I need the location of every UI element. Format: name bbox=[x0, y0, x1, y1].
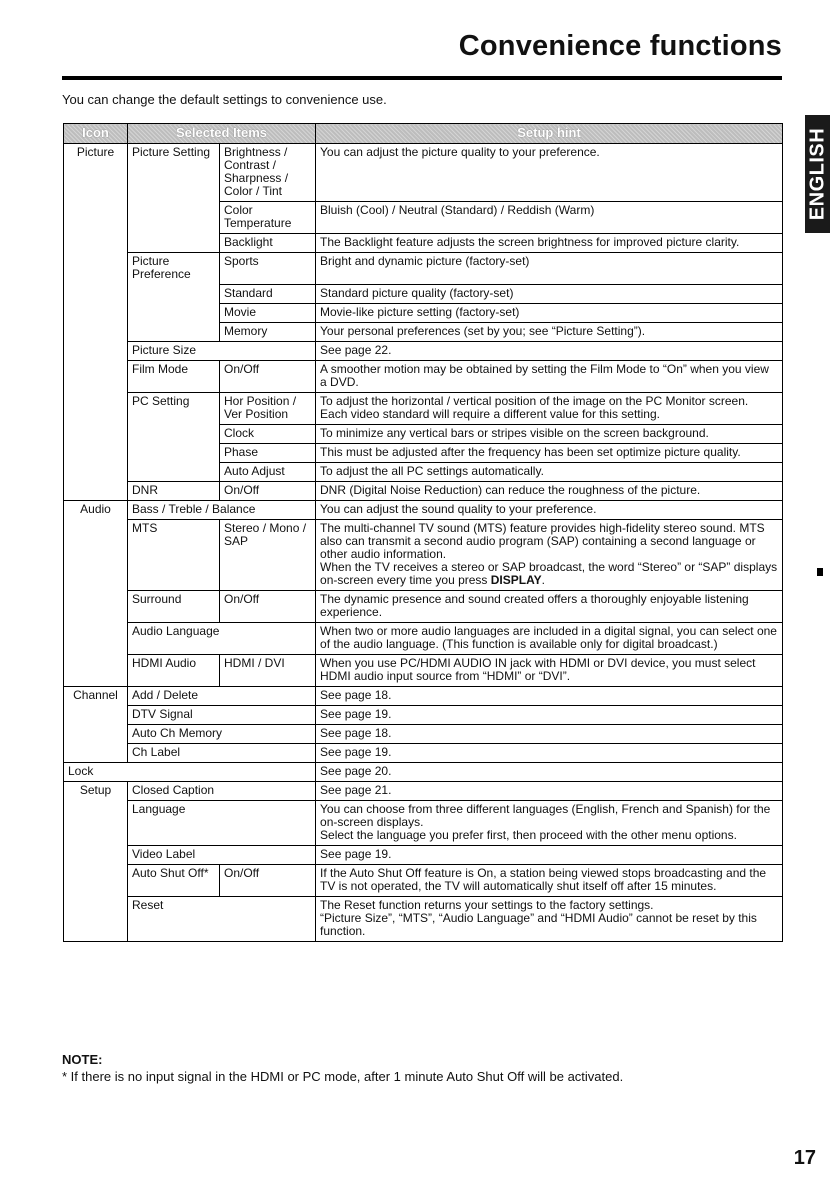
note-label: NOTE: bbox=[62, 1052, 103, 1067]
table-row bbox=[64, 781, 783, 800]
hint-cell: You can adjust the sound quality to your preference. bbox=[316, 500, 783, 519]
hint-cell: See page 19. bbox=[316, 845, 783, 864]
title-rule bbox=[62, 76, 782, 80]
hint-cell: The Backlight feature adjusts the screen brightness for improved picture clarity. bbox=[316, 234, 783, 253]
item-cell: Bass / Treble / Balance bbox=[128, 500, 316, 519]
sub-item-cell: On/Off bbox=[220, 590, 316, 622]
header-setup-hint: Setup hint bbox=[316, 124, 783, 144]
icon-cell-lock: Lock bbox=[64, 762, 316, 781]
hint-cell: See page 22. bbox=[316, 341, 783, 360]
note-text: * If there is no input signal in the HDMI or PC mode, after 1 minute Auto Shut Off will be activated. bbox=[62, 1069, 624, 1084]
language-side-tab bbox=[805, 115, 830, 233]
sub-item-cell: On/Off bbox=[220, 481, 316, 500]
hint-cell: When two or more audio languages are included in a digital signal, you can select one of the audio language. (This function is available only for digital broadcast.) bbox=[316, 622, 783, 654]
table-row bbox=[64, 462, 783, 481]
page-title: Convenience functions bbox=[458, 30, 782, 62]
table-row bbox=[64, 284, 783, 303]
item-cell: Auto Shut Off* bbox=[128, 864, 220, 896]
language-side-tab-label: ENGLISH bbox=[806, 127, 828, 221]
item-cell: Reset bbox=[128, 896, 316, 941]
item-cell: Ch Label bbox=[128, 743, 316, 762]
sub-item-cell: On/Off bbox=[220, 864, 316, 896]
table-row bbox=[64, 654, 783, 686]
sub-item-cell: Auto Adjust bbox=[220, 462, 316, 481]
table-row bbox=[64, 234, 783, 253]
hint-cell: See page 19. bbox=[316, 705, 783, 724]
item-cell: Picture Setting bbox=[128, 144, 220, 202]
sub-item-cell: Hor Position / Ver Position bbox=[220, 392, 316, 424]
hint-cell: See page 20. bbox=[316, 762, 783, 781]
item-cell: Picture Size bbox=[128, 341, 316, 360]
table-row bbox=[64, 762, 783, 781]
icon-cell-picture: Picture bbox=[64, 144, 128, 202]
sub-item-cell: On/Off bbox=[220, 360, 316, 392]
table-row bbox=[64, 724, 783, 743]
table-row bbox=[64, 896, 783, 941]
sub-item-cell: Standard bbox=[220, 284, 316, 303]
sub-item-cell: Movie bbox=[220, 303, 316, 322]
table-row bbox=[64, 443, 783, 462]
item-cell: DTV Signal bbox=[128, 705, 316, 724]
header-selected-items: Selected Items bbox=[128, 124, 316, 144]
hint-cell: Bluish (Cool) / Neutral (Standard) / Reddish (Warm) bbox=[316, 202, 783, 234]
hint-cell: A smoother motion may be obtained by setting the Film Mode to “On” when you view a DVD. bbox=[316, 360, 783, 392]
sub-item-cell: Brightness / Contrast / Sharpness / Color / Tint bbox=[220, 144, 316, 202]
hint-cell: To adjust the horizontal / vertical position of the image on the PC Monitor screen. Each video standard will require a different value for this setting. bbox=[316, 392, 783, 424]
item-cell: Auto Ch Memory bbox=[128, 724, 316, 743]
table-row bbox=[64, 341, 783, 360]
item-cell: Add / Delete bbox=[128, 686, 316, 705]
table-row bbox=[64, 800, 783, 845]
intro-text: You can change the default settings to convenience use. bbox=[62, 92, 387, 107]
hint-cell: Movie-like picture setting (factory-set) bbox=[316, 303, 783, 322]
table-row bbox=[64, 500, 783, 519]
sub-item-cell: Memory bbox=[220, 322, 316, 341]
table-row bbox=[64, 845, 783, 864]
hint-cell: DNR (Digital Noise Reduction) can reduce the roughness of the picture. bbox=[316, 481, 783, 500]
table-row bbox=[64, 392, 783, 424]
sub-item-cell: Sports bbox=[220, 253, 316, 285]
sub-item-cell: Clock bbox=[220, 424, 316, 443]
table-row bbox=[64, 360, 783, 392]
hint-cell: You can choose from three different languages (English, French and Spanish) for the on-screen displays. Select the language you prefer first, then proceed with the other menu options. bbox=[316, 800, 783, 845]
sub-item-cell: Phase bbox=[220, 443, 316, 462]
hint-cell: Standard picture quality (factory-set) bbox=[316, 284, 783, 303]
table-row bbox=[64, 424, 783, 443]
item-cell: Audio Language bbox=[128, 622, 316, 654]
table-row bbox=[64, 253, 783, 285]
hint-cell: See page 19. bbox=[316, 743, 783, 762]
hint-cell: To adjust the all PC settings automatically. bbox=[316, 462, 783, 481]
table-row bbox=[64, 303, 783, 322]
icon-cell-channel: Channel bbox=[64, 686, 128, 705]
table-header-row bbox=[64, 124, 783, 144]
item-cell: DNR bbox=[128, 481, 220, 500]
item-cell: Surround bbox=[128, 590, 220, 622]
sub-item-cell: Backlight bbox=[220, 234, 316, 253]
sub-item-cell: Stereo / Mono / SAP bbox=[220, 519, 316, 590]
item-cell: HDMI Audio bbox=[128, 654, 220, 686]
sub-item-cell: Color Temperature bbox=[220, 202, 316, 234]
item-cell: Picture Preference bbox=[128, 253, 220, 285]
hint-cell: See page 18. bbox=[316, 724, 783, 743]
hint-cell: The dynamic presence and sound created offers a thoroughly enjoyable listening experience. bbox=[316, 590, 783, 622]
hint-cell: This must be adjusted after the frequency has been set optimize picture quality. bbox=[316, 443, 783, 462]
hint-cell: See page 21. bbox=[316, 781, 783, 800]
hint-cell: The Reset function returns your settings to the factory settings. “Picture Size”, “MTS”, “Audio Language” and “HDMI Audio” cannot be reset by this function. bbox=[316, 896, 783, 941]
icon-cell-setup: Setup bbox=[64, 781, 128, 800]
item-cell: Film Mode bbox=[128, 360, 220, 392]
note-section bbox=[62, 1051, 623, 1085]
hint-cell: Your personal preferences (set by you; see “Picture Setting”). bbox=[316, 322, 783, 341]
convenience-functions-table bbox=[63, 123, 783, 942]
table-row bbox=[64, 144, 783, 202]
hint-cell: You can adjust the picture quality to your preference. bbox=[316, 144, 783, 202]
margin-marker bbox=[817, 568, 823, 576]
hint-cell: The multi-channel TV sound (MTS) feature provides high-fidelity stereo sound. MTS also can transmit a second audio program (SAP) containing a second language or other audio information. When the TV receives a stereo or SAP broadcast, the word “Stereo” or “SAP” displays on-screen every time you press DISPLAY. bbox=[316, 519, 783, 590]
table-row bbox=[64, 705, 783, 724]
hint-cell: To minimize any vertical bars or stripes visible on the screen background. bbox=[316, 424, 783, 443]
sub-item-cell: HDMI / DVI bbox=[220, 654, 316, 686]
table-row bbox=[64, 322, 783, 341]
table-row bbox=[64, 686, 783, 705]
table-row bbox=[64, 481, 783, 500]
table-row bbox=[64, 590, 783, 622]
hint-cell: If the Auto Shut Off feature is On, a station being viewed stops broadcasting and the TV is not operated, the TV will automatically shut itself off after 15 minutes. bbox=[316, 864, 783, 896]
table-row bbox=[64, 519, 783, 590]
table-row bbox=[64, 202, 783, 234]
item-cell: MTS bbox=[128, 519, 220, 590]
table-row bbox=[64, 864, 783, 896]
table-row bbox=[64, 743, 783, 762]
item-cell: Closed Caption bbox=[128, 781, 316, 800]
hint-cell: Bright and dynamic picture (factory-set) bbox=[316, 253, 783, 285]
table-row bbox=[64, 622, 783, 654]
item-cell: PC Setting bbox=[128, 392, 220, 424]
hint-cell: See page 18. bbox=[316, 686, 783, 705]
item-cell: Language bbox=[128, 800, 316, 845]
icon-cell-audio: Audio bbox=[64, 500, 128, 519]
item-cell: Video Label bbox=[128, 845, 316, 864]
page-number: 17 bbox=[793, 1147, 816, 1169]
hint-cell: When you use PC/HDMI AUDIO IN jack with HDMI or DVI device, you must select HDMI audio input source from “HDMI” or “DVI”. bbox=[316, 654, 783, 686]
header-icon: Icon bbox=[64, 124, 128, 144]
